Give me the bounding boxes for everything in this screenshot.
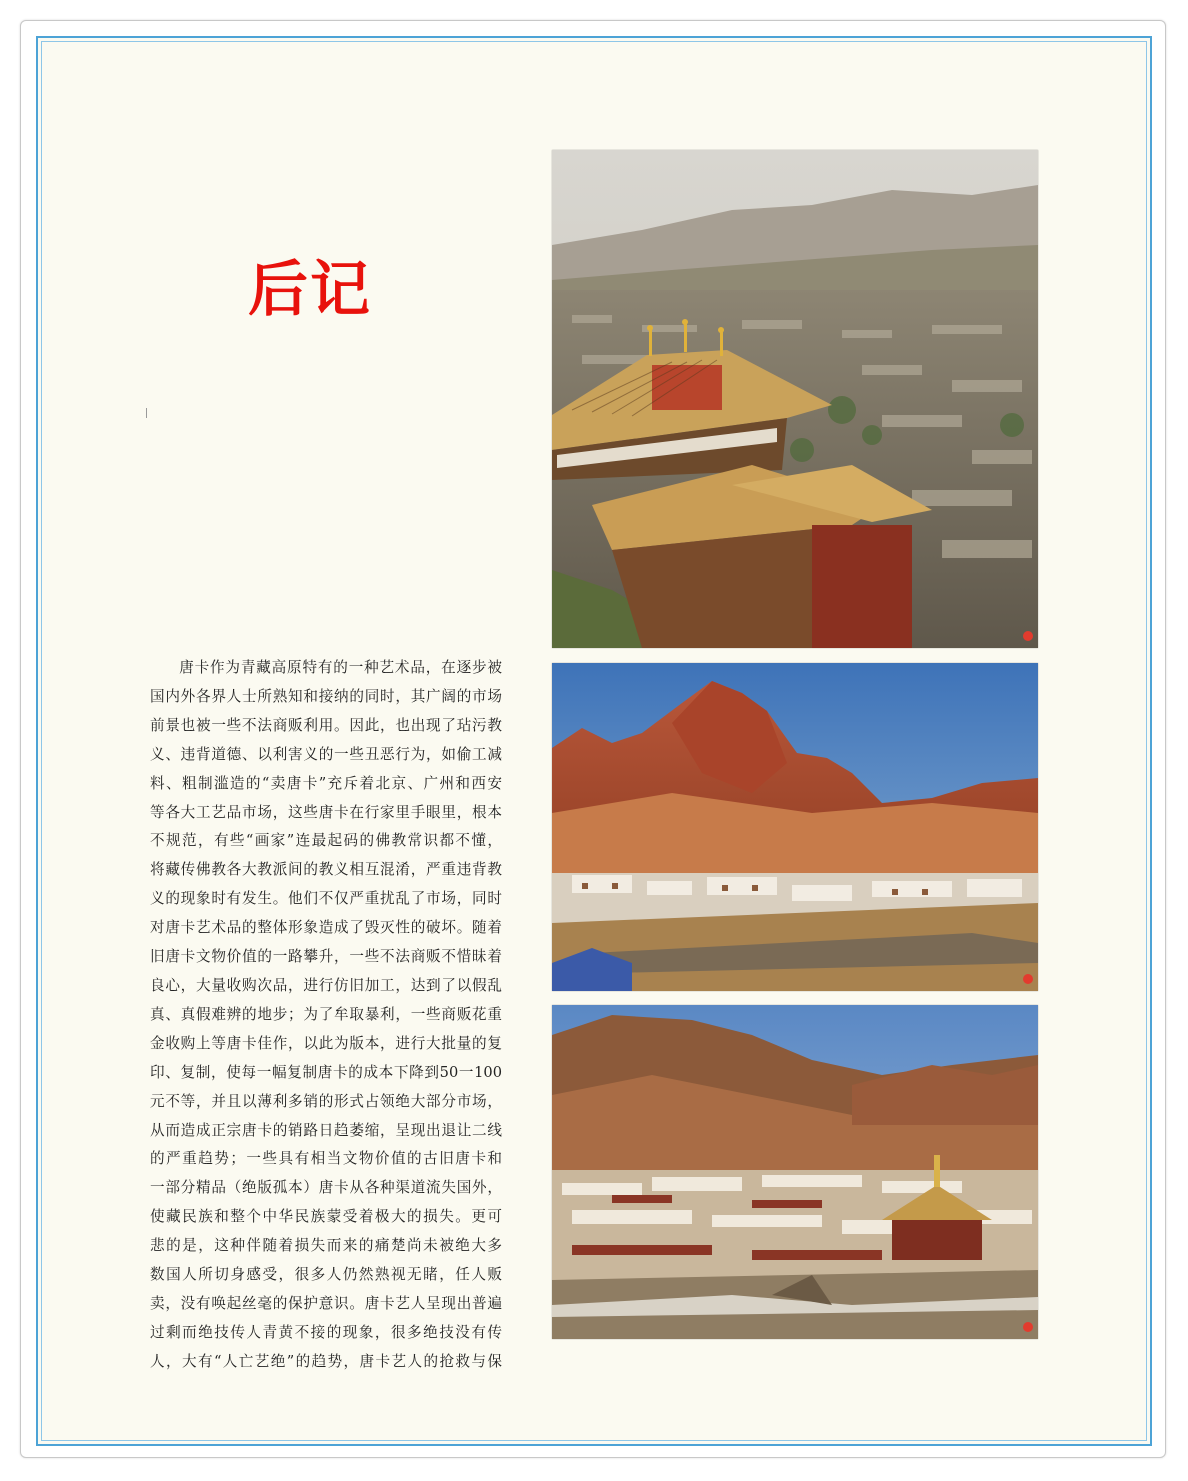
margin-tick	[146, 408, 147, 418]
body-text	[150, 654, 502, 1377]
text-line: 不规范，有些“画家”连最起码的佛教常识都不懂，	[150, 832, 502, 850]
text-line: 义、违背道德、以利害义的一些丑恶行为，如偷工减	[150, 745, 502, 763]
text-line: 良心，大量收购次品，进行仿旧加工，达到了以假乱	[150, 976, 502, 994]
text-line: 卖，没有唤起丝毫的保护意识。唐卡艺人呈现出普遍	[150, 1294, 502, 1312]
page-title: 后记	[248, 255, 372, 325]
text-line: 数国人所切身感受，很多人仍然熟视无睹，任人贩	[150, 1266, 502, 1284]
text-line: 一部分精品（绝版孤本）唐卡从各种渠道流失国外，	[150, 1179, 502, 1197]
text-line: 旧唐卡文物价值的一路攀升，一些不法商贩不惜昧着	[150, 948, 502, 966]
text-line: 义的现象时有发生。他们不仅严重扰乱了市场，同时	[150, 890, 502, 908]
monastery-roof-illustration	[552, 150, 1038, 648]
photo-monastery-roof	[552, 150, 1038, 648]
text-line: 元不等，并且以薄利多销的形式占领绝大部分市场，	[150, 1092, 502, 1110]
text-line: 对唐卡艺术品的整体形象造成了毁灭性的破坏。随着	[150, 919, 502, 937]
text-line: 国内外各界人士所熟知和接纳的同时，其广阔的市场	[150, 687, 502, 705]
text-line: 悲的是，这种伴随着损失而来的痛楚尚未被绝大多	[150, 1237, 502, 1255]
page-corner-mark	[1023, 631, 1033, 641]
page-corner-mark	[1023, 974, 1033, 984]
text-line: 唐卡作为青藏高原特有的一种艺术品，在逐步被	[179, 659, 502, 676]
text-line: 真、真假难辨的地步；为了牟取暴利，一些商贩花重	[150, 1005, 502, 1023]
photo-valley-monastery	[552, 1005, 1038, 1339]
text-line: 将藏传佛教各大教派间的教义相互混淆，严重违背教	[150, 861, 502, 879]
text-line: 使藏民族和整个中华民族蒙受着极大的损失。更可	[150, 1208, 502, 1226]
text-line: 过剩而绝技传人青黄不接的现象，很多绝技没有传	[150, 1323, 502, 1341]
text-line: 金收购上等唐卡佳作，以此为版本，进行大批量的复	[150, 1034, 502, 1052]
red-mountain-illustration	[552, 663, 1038, 991]
photo-red-mountain-village	[552, 663, 1038, 991]
text-line: 料、粗制滥造的“卖唐卡”充斥着北京、广州和西安	[150, 774, 502, 792]
text-line: 人，大有“人亡艺绝”的趋势，唐卡艺人的抢救与保	[150, 1352, 502, 1370]
text-line: 前景也被一些不法商贩利用。因此，也出现了玷污教	[150, 716, 502, 734]
text-line: 从而造成正宗唐卡的销路日趋萎缩，呈现出退让二线	[150, 1121, 502, 1139]
text-line: 印、复制，使每一幅复制唐卡的成本下降到50一100	[150, 1063, 502, 1081]
text-line: 等各大工艺品市场，这些唐卡在行家里手眼里，根本	[150, 803, 502, 821]
valley-monastery-illustration	[552, 1005, 1038, 1339]
page-corner-mark	[1023, 1322, 1033, 1332]
text-line: 的严重趋势；一些具有相当文物价值的古旧唐卡和	[150, 1150, 502, 1168]
